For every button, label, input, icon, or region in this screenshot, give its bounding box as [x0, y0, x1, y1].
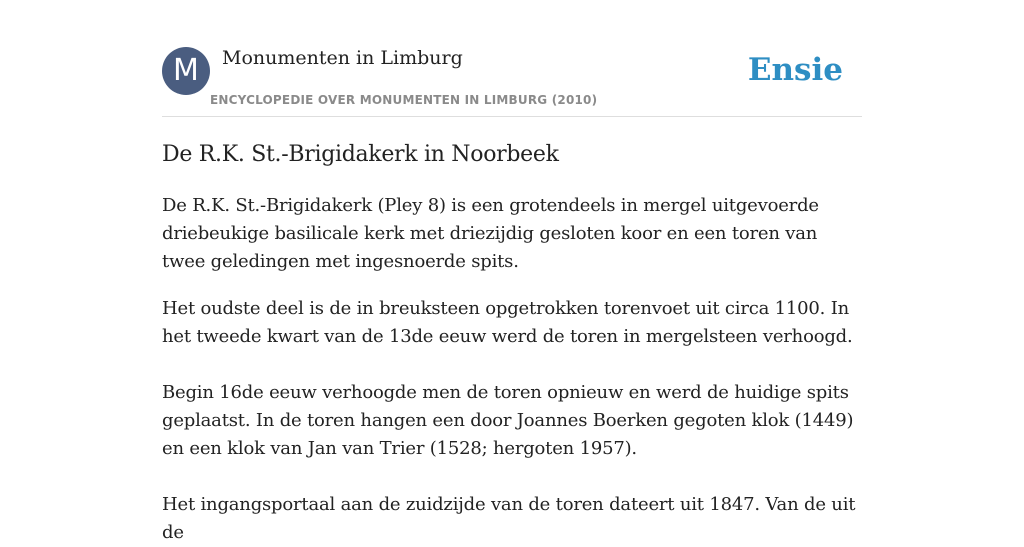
source-avatar[interactable]: M [162, 47, 210, 95]
article-paragraph-2: Het oudste deel is de in breuksteen opgetrokken torenvoet uit circa 1100. In het tweede kwart van de 13de eeuw werd de toren in mergelsteen verhoogd. [162, 298, 853, 347]
article-paragraph-4: Het ingangsportaal aan de zuidzijde van de toren dateert uit 1847. Van de uit de [162, 494, 856, 543]
source-title-link[interactable]: Monumenten in Limburg [222, 47, 463, 69]
source-subtitle: ENCYCLOPEDIE OVER MONUMENTEN IN LIMBURG (2010) [210, 93, 598, 107]
ensie-logo[interactable]: Ensie [747, 52, 843, 88]
article-title: De R.K. St.-Brigidakerk in Noorbeek [162, 142, 559, 167]
article [162, 140, 862, 547]
source-header [162, 46, 862, 117]
article-paragraph-3: Begin 16de eeuw verhoogde men de toren opnieuw en werd de huidige spits geplaatst. In de toren hangen een door Joannes Boerken gegoten klok (1449) en een klok van Jan van Trier (1528; hergoten 1957). [162, 382, 854, 459]
article-paragraph-1: De R.K. St.-Brigidakerk (Pley 8) is een grotendeels in mergel uitgevoerde driebeukige basilicale kerk met driezijdig gesloten koor en een toren van twee geledingen met ingesnoerde spits. [162, 195, 819, 272]
